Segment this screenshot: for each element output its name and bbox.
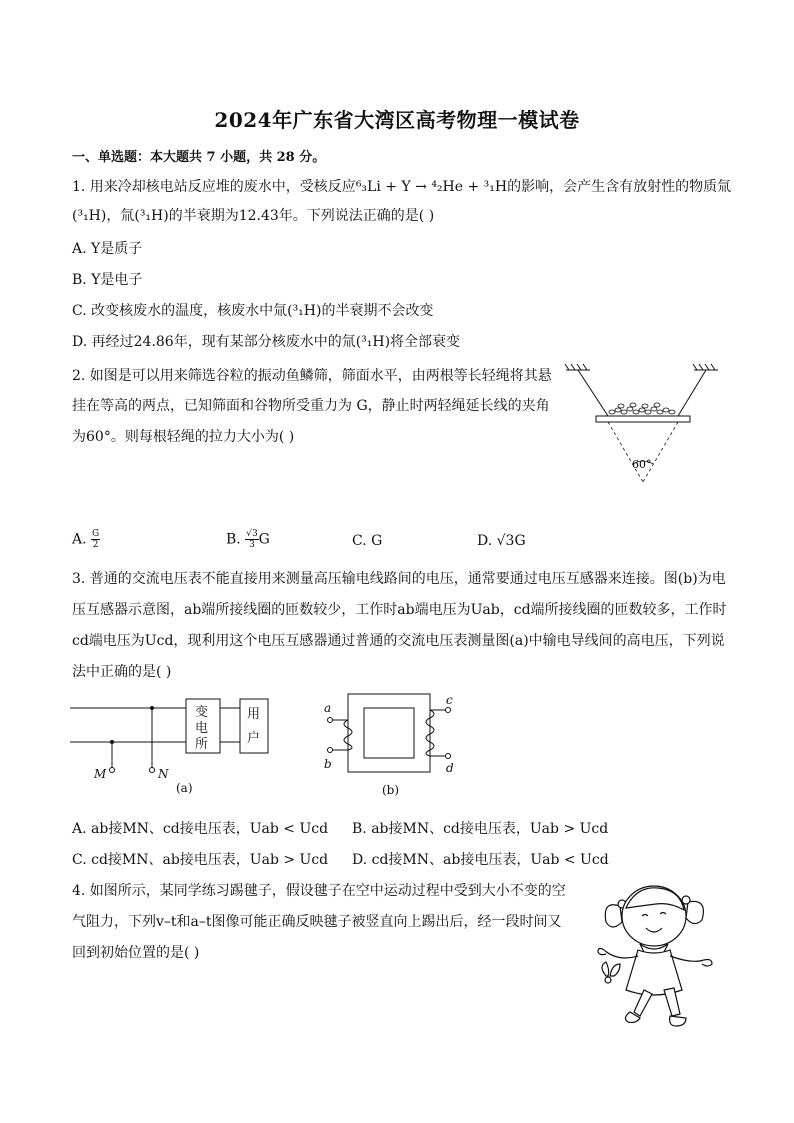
label-a: a [324,701,332,715]
q4-line1: 4. 如图所示，某同学练习踢毽子，假设毽子在空中运动过程中受到大小不变的空 [72,883,566,899]
q2-option-b-fraction [245,529,258,550]
q2-b-denominator: 3 [249,540,255,550]
q3-line2: 压互感器示意图，ab端所接线圈的匝数较少，工作时ab端电压为Uab，cd端所接线圈的匝数较多，工作时 [72,602,727,618]
figure-b-transformer [318,690,468,802]
q2-option-a-prefix: A. [72,531,87,548]
sieve-figure [560,360,730,490]
q3-option-b: B. ab接MN、cd接电压表，Uab > Ucd [352,821,609,837]
q2-option-b [226,529,270,550]
label-d: d [446,761,454,775]
q3-line4: 法中正确的是( ) [72,664,172,680]
q2-line3: 为60°。则每根轻绳的拉力大小为( ) [72,429,295,445]
q3-line3: cd端电压为Ucd，现利用这个电压互感器通过普通的交流电压表测量图(a)中输电导线间的高电压，下列说 [72,633,725,649]
q1-line1-b: 的影响，会产生含有放射性的物质氚 [507,179,732,195]
box1-char2: 电 [195,721,209,736]
q1-option-a: A. Y是质子 [72,241,143,257]
angle-label: 60° [632,458,652,471]
q2-option-a-fraction [91,529,100,550]
q2-b-suffix: G [258,531,270,548]
box2-char2: 户 [247,731,261,746]
label-m: M [94,767,107,781]
box2-char1: 用 [247,707,261,722]
page-title: 2024年广东省大湾区高考物理一模试卷 [214,108,580,132]
box1-char1: 变 [195,705,209,720]
q3-option-c: C. cd接MN、ab接电压表，Uab > Ucd [72,852,329,868]
q2-option-d: D. √3G [477,533,526,549]
q1-line2: (³₁H)，氚(³₁H)的半衰期为12.43年。下列说法正确的是( ) [72,208,435,224]
q4-line2: 气阻力，下列v–t和a–t图像可能正确反映毽子被竖直向上踢出后，经一段时间又 [72,914,562,930]
q2-option-b-prefix: B. [226,531,241,548]
q1-line1-a: 1. 用来冷却核电站反应堆的废水中，受核反应 [72,179,356,195]
q2-line2: 挂在等高的两点，已知筛面和谷物所受重力为 G，静止时两轻绳延长线的夹角 [72,398,550,414]
q2-b-numerator: √3 [246,529,258,539]
figure-b-caption: (b) [382,783,400,797]
label-b: b [324,757,332,771]
section-heading: 一、单选题：本大题共 7 小题，共 28 分。 [72,150,326,165]
q1-reaction: ⁶₃Li + Y → ⁴₂He + ³₁H [355,179,508,195]
label-n: N [158,767,169,781]
q1-line1 [72,176,731,196]
q1-option-d: D. 再经过24.86年，现有某部分核废水中的氚(³₁H)将全部衰变 [72,334,461,350]
figure-a-caption: (a) [176,781,193,795]
q2-option-c: C. G [352,533,383,549]
q3-option-a: A. ab接MN、cd接电压表，Uab < Ucd [72,821,329,837]
q4-line3: 回到初始位置的是( ) [72,945,200,961]
girl-kicking-shuttlecock-illustration [592,876,724,1044]
q2-option-a [72,529,100,550]
box1-char3: 所 [195,737,209,752]
q2-a-denominator: 2 [92,540,99,550]
label-c: c [446,693,453,707]
q3-line1: 3. 普通的交流电压表不能直接用来测量高压输电线路间的电压，通常要通过电压互感器来连接。图(b)为电 [72,571,726,587]
q2-a-numerator: G [92,529,100,539]
q2-line1: 2. 如图是可以用来筛选谷粒的振动鱼鳞筛，筛面水平，由两根等长轻绳将其悬 [72,368,552,384]
figure-a-circuit [70,694,290,800]
q1-option-b: B. Y是电子 [72,272,143,288]
q3-option-d: D. cd接MN、ab接电压表，Uab < Ucd [352,852,609,868]
q1-option-c: C. 改变核废水的温度，核废水中氚(³₁H)的半衰期不会改变 [72,303,434,319]
